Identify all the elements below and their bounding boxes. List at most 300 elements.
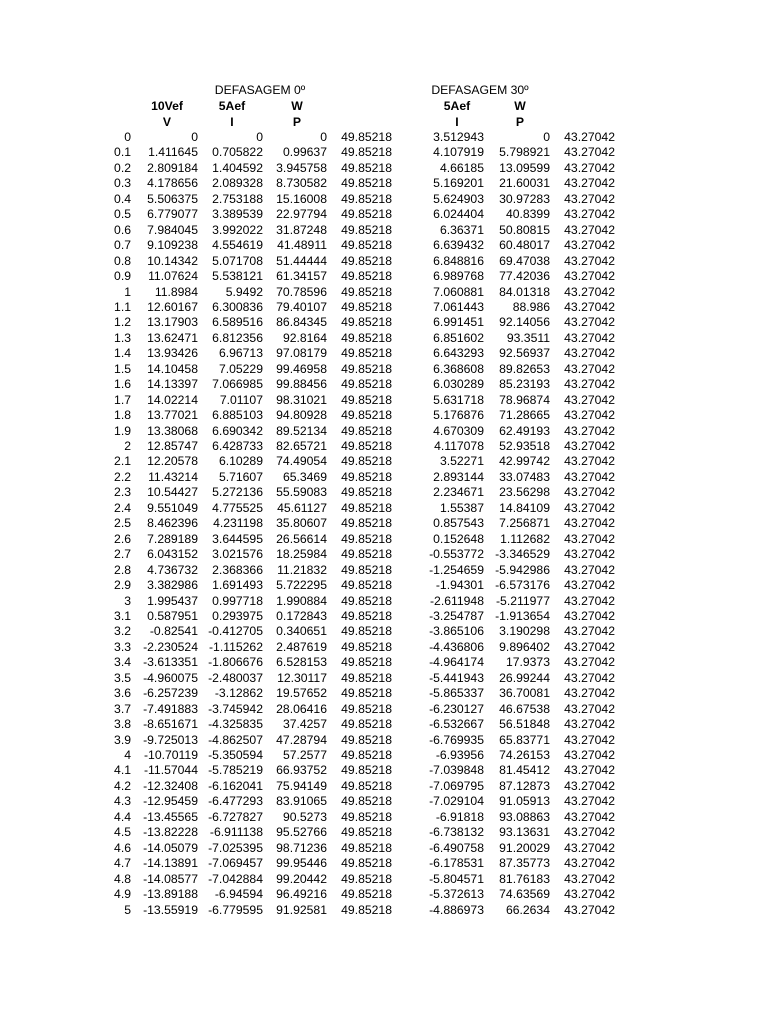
v-cell: 13.93426 <box>147 346 198 361</box>
i2-cell: 7.061443 <box>433 299 484 314</box>
const-right-cell: 43.27042 <box>564 593 615 608</box>
v-cell: 14.10458 <box>147 361 198 376</box>
v-cell: 7.984045 <box>147 222 198 237</box>
i2-cell: -4.964174 <box>429 655 484 670</box>
time-cell: 0.6 <box>114 222 131 237</box>
p-cell: 8.730582 <box>276 176 327 191</box>
p2-cell: -1.913654 <box>495 608 550 623</box>
p-cell: 18.25984 <box>276 547 327 562</box>
i-cell: 5.272136 <box>212 485 263 500</box>
p2-cell: 91.05913 <box>499 794 550 809</box>
p-cell: 79.40107 <box>276 299 327 314</box>
p2-cell: -3.346529 <box>495 547 550 562</box>
p2-cell: 26.99244 <box>499 670 550 685</box>
header-p: P <box>292 115 302 129</box>
p2-cell: 50.80815 <box>499 222 550 237</box>
time-cell: 4.5 <box>114 825 131 840</box>
header-i2-unit: 5Aef <box>443 99 471 113</box>
time-cell: 1.6 <box>114 377 131 392</box>
p-cell: 1.990884 <box>276 593 327 608</box>
const-right-cell: 43.27042 <box>564 299 615 314</box>
p2-cell: 1.112682 <box>500 531 550 546</box>
i-cell: -4.325835 <box>208 717 263 732</box>
time-cell: 2.2 <box>114 469 131 484</box>
i2-cell: 5.169201 <box>433 176 484 191</box>
i-cell: 0 <box>256 130 263 144</box>
const-right-cell: 43.27042 <box>564 732 615 747</box>
const-left-cell: 49.85218 <box>341 315 392 330</box>
p-cell: 99.95446 <box>276 856 327 871</box>
v-cell: 11.43214 <box>148 469 198 484</box>
const-left-cell: 49.85218 <box>341 748 392 762</box>
i-cell: 1.691493 <box>212 578 263 593</box>
i2-cell: -5.372613 <box>429 887 484 902</box>
const-right-cell: 43.27042 <box>564 516 615 531</box>
i2-cell: 6.36371 <box>439 222 484 237</box>
i-cell: -3.12862 <box>214 686 263 701</box>
time-cell: 3.2 <box>114 624 131 639</box>
const-left-cell: 49.85218 <box>341 578 392 593</box>
time-cell: 2.4 <box>114 500 131 515</box>
p-cell: 6.528153 <box>276 655 327 670</box>
p-cell: 66.93752 <box>276 763 327 778</box>
p-cell: 28.06416 <box>276 701 327 716</box>
v-cell: -7.491883 <box>143 701 198 716</box>
header-p2-unit: W <box>514 99 526 113</box>
time-cell: 4.3 <box>114 794 131 809</box>
i2-cell: -6.91818 <box>435 809 484 824</box>
i2-cell: -6.532667 <box>429 717 484 732</box>
p2-cell: 89.82653 <box>499 361 550 376</box>
v-cell: 3.382986 <box>147 578 198 593</box>
i-cell: -7.069457 <box>208 856 263 871</box>
p-cell: 2.487619 <box>276 639 327 654</box>
p2-cell: 21.60031 <box>499 176 550 191</box>
const-left-cell: 49.85218 <box>341 469 392 484</box>
p-cell: 41.48911 <box>277 238 327 253</box>
p2-cell: 56.51848 <box>499 717 550 732</box>
i-cell: -6.94594 <box>214 887 263 902</box>
p-cell: 22.97794 <box>276 207 327 222</box>
v-cell: 12.85747 <box>147 439 198 453</box>
const-right-cell: 43.27042 <box>564 392 615 407</box>
const-left-cell: 49.85218 <box>341 423 392 438</box>
i2-cell: -5.865337 <box>429 686 484 701</box>
const-right-cell: 43.27042 <box>564 902 615 917</box>
time-cell: 3.9 <box>114 732 131 747</box>
i2-cell: 6.024404 <box>433 207 484 222</box>
p2-cell: 92.56937 <box>499 346 550 361</box>
i2-cell: -2.611948 <box>430 593 484 608</box>
p-cell: 37.4257 <box>282 717 327 732</box>
v-cell: 10.14342 <box>147 253 198 268</box>
const-left-cell: 49.85218 <box>341 825 392 840</box>
time-cell: 0.1 <box>114 145 131 160</box>
time-cell: 1.4 <box>114 346 131 361</box>
time-cell: 4.4 <box>114 809 131 824</box>
v-cell: -14.05079 <box>143 840 198 855</box>
p2-cell: 36.70081 <box>499 686 550 701</box>
p-cell: 92.8164 <box>282 330 327 345</box>
time-cell: 0.4 <box>114 191 131 206</box>
p2-cell: 65.83771 <box>499 732 550 747</box>
i2-cell: -3.865106 <box>429 624 484 639</box>
time-cell: 1.7 <box>114 392 131 407</box>
const-left-cell: 49.85218 <box>341 454 392 469</box>
v-cell: 10.54427 <box>147 485 198 500</box>
const-right-cell: 43.27042 <box>564 469 615 484</box>
i2-cell: -5.441943 <box>429 670 484 685</box>
v-cell: 14.02214 <box>147 392 198 407</box>
const-left-cell: 49.85218 <box>341 516 392 531</box>
i-cell: 1.404592 <box>212 160 263 175</box>
const-left-cell: 49.85218 <box>341 160 392 175</box>
i-cell: 7.05229 <box>218 361 263 376</box>
v-cell: 0.587951 <box>147 608 198 623</box>
i-cell: 5.538121 <box>212 269 263 284</box>
const-left-cell: 49.85218 <box>341 670 392 685</box>
const-right-cell: 43.27042 <box>564 145 615 160</box>
p2-cell: 33.07483 <box>499 469 550 484</box>
const-left-cell: 49.85218 <box>341 562 392 577</box>
i2-cell: 3.52271 <box>439 454 484 469</box>
p2-cell: 5.798921 <box>499 145 550 160</box>
i-cell: -6.727827 <box>208 809 263 824</box>
p2-cell: 71.28665 <box>499 408 550 423</box>
const-right-cell: 43.27042 <box>564 207 615 222</box>
v-cell: 0 <box>191 130 198 144</box>
const-left-cell: 49.85218 <box>341 439 392 453</box>
p2-cell: 17.9373 <box>505 655 550 670</box>
i2-cell: -6.769935 <box>429 732 484 747</box>
v-cell: -3.613351 <box>143 655 198 670</box>
i-cell: 5.71607 <box>218 469 263 484</box>
i2-cell: -6.178531 <box>429 856 484 871</box>
const-left-cell: 49.85218 <box>341 207 392 222</box>
p-cell: 26.56614 <box>276 531 327 546</box>
p-cell: 75.94149 <box>276 778 327 793</box>
i-cell: 3.644595 <box>212 531 263 546</box>
i-cell: -6.477293 <box>208 794 263 809</box>
p-cell: 47.28794 <box>276 732 327 747</box>
p-cell: 31.87248 <box>276 222 327 237</box>
i-cell: 0.293975 <box>212 608 263 623</box>
i-cell: 0.997718 <box>212 593 263 608</box>
const-left-cell: 49.85218 <box>341 531 392 546</box>
p-cell: 94.80928 <box>276 408 327 423</box>
p-cell: 0.99637 <box>282 145 327 160</box>
p2-cell: -6.573176 <box>495 578 550 593</box>
p-cell: 95.52766 <box>276 825 327 840</box>
p-cell: 0 <box>320 130 327 144</box>
p-cell: 86.84345 <box>276 315 327 330</box>
time-cell: 1.3 <box>114 330 131 345</box>
const-right-cell: 43.27042 <box>564 763 615 778</box>
i-cell: 4.231198 <box>213 516 263 531</box>
time-cell: 0.5 <box>114 207 131 222</box>
i2-cell: -5.804571 <box>429 871 484 886</box>
const-left-cell: 49.85218 <box>341 763 392 778</box>
i2-cell: 0.857543 <box>433 516 484 531</box>
time-cell: 4.1 <box>114 763 131 778</box>
p2-cell: 88.986 <box>512 299 550 314</box>
p2-cell: 87.35773 <box>499 856 550 871</box>
v-cell: 12.20578 <box>147 454 198 469</box>
i2-cell: 7.060881 <box>433 284 484 299</box>
const-left-cell: 49.85218 <box>341 778 392 793</box>
p-cell: 55.59083 <box>276 485 327 500</box>
i2-cell: -1.254659 <box>429 562 484 577</box>
time-cell: 2.7 <box>114 547 131 562</box>
p-cell: 70.78596 <box>276 284 327 299</box>
v-cell: 11.8984 <box>154 284 198 299</box>
const-right-cell: 43.27042 <box>564 346 615 361</box>
p2-cell: 78.96874 <box>499 392 550 407</box>
const-left-cell: 49.85218 <box>341 809 392 824</box>
const-right-cell: 43.27042 <box>564 856 615 871</box>
p-cell: 74.49054 <box>276 454 327 469</box>
const-left-cell: 49.85218 <box>341 856 392 871</box>
time-cell: 3.6 <box>114 686 131 701</box>
const-left-cell: 49.85218 <box>341 145 392 160</box>
p2-cell: 84.01318 <box>499 284 550 299</box>
const-left-cell: 49.85218 <box>341 346 392 361</box>
const-right-cell: 43.27042 <box>564 887 615 902</box>
header-v: V <box>162 115 172 129</box>
time-cell: 3.8 <box>114 717 131 732</box>
i-cell: 6.96713 <box>218 346 263 361</box>
const-left-cell: 49.85218 <box>341 887 392 902</box>
header-i-unit: 5Aef <box>218 99 246 113</box>
i2-cell: 6.639432 <box>433 238 484 253</box>
const-right-cell: 43.27042 <box>564 670 615 685</box>
time-cell: 1 <box>124 284 131 299</box>
i-cell: -3.745942 <box>208 701 263 716</box>
i-cell: -1.806676 <box>208 655 263 670</box>
i2-cell: -0.553772 <box>429 547 484 562</box>
const-right-cell: 43.27042 <box>564 253 615 268</box>
v-cell: 13.38068 <box>147 423 198 438</box>
const-left-cell: 49.85218 <box>341 130 392 144</box>
v-cell: -13.55919 <box>143 902 198 917</box>
p2-cell: 7.256871 <box>499 516 550 531</box>
i2-cell: -4.886973 <box>429 902 484 917</box>
i2-cell: -6.490758 <box>429 840 484 855</box>
time-cell: 2.3 <box>114 485 131 500</box>
p2-cell: 60.48017 <box>499 238 550 253</box>
time-cell: 4.2 <box>114 778 131 793</box>
v-cell: -10.70119 <box>144 748 198 762</box>
p2-cell: 74.26153 <box>499 748 550 762</box>
i-cell: -4.862507 <box>208 732 263 747</box>
time-cell: 2 <box>124 439 131 453</box>
time-cell: 0.8 <box>114 253 131 268</box>
section-title-defasagem-0: DEFASAGEM 0º <box>214 83 306 97</box>
const-left-cell: 49.85218 <box>341 361 392 376</box>
p-cell: 98.71236 <box>276 840 327 855</box>
const-right-cell: 43.27042 <box>564 825 615 840</box>
v-cell: 4.736732 <box>147 562 198 577</box>
const-right-cell: 43.27042 <box>564 500 615 515</box>
time-cell: 0.3 <box>114 176 131 191</box>
v-cell: -9.725013 <box>143 732 198 747</box>
time-cell: 3.5 <box>114 670 131 685</box>
i2-cell: 5.631718 <box>433 392 484 407</box>
const-left-cell: 49.85218 <box>341 732 392 747</box>
const-left-cell: 49.85218 <box>341 701 392 716</box>
v-cell: 13.77021 <box>147 408 198 423</box>
p-cell: 51.44444 <box>276 253 327 268</box>
p2-cell: 40.8399 <box>505 207 550 222</box>
const-right-cell: 43.27042 <box>564 130 615 144</box>
time-cell: 2.1 <box>114 454 131 469</box>
const-left-cell: 49.85218 <box>341 902 392 917</box>
const-right-cell: 43.27042 <box>564 871 615 886</box>
const-right-cell: 43.27042 <box>564 222 615 237</box>
const-right-cell: 43.27042 <box>564 778 615 793</box>
i-cell: -7.042884 <box>208 871 263 886</box>
i2-cell: -1.94301 <box>435 578 484 593</box>
i2-cell: 0.152648 <box>433 531 484 546</box>
v-cell: 14.13397 <box>147 377 198 392</box>
i-cell: 6.428733 <box>212 439 263 453</box>
time-cell: 4.7 <box>114 856 131 871</box>
i-cell: 7.066985 <box>212 377 263 392</box>
i-cell: 6.10289 <box>218 454 263 469</box>
i2-cell: 6.030289 <box>433 377 484 392</box>
p2-cell: 30.97283 <box>499 191 550 206</box>
i-cell: 6.589516 <box>212 315 263 330</box>
i-cell: 5.9492 <box>225 284 263 299</box>
i2-cell: 4.66185 <box>439 160 484 175</box>
i2-cell: 6.989768 <box>433 269 484 284</box>
i-cell: -5.785219 <box>208 763 263 778</box>
p-cell: 0.172843 <box>276 608 327 623</box>
header-i: I <box>230 115 234 129</box>
p-cell: 90.5273 <box>282 809 327 824</box>
const-right-cell: 43.27042 <box>564 269 615 284</box>
p-cell: 82.65721 <box>276 439 327 453</box>
const-right-cell: 43.27042 <box>564 639 615 654</box>
p2-cell: 93.3511 <box>506 330 550 345</box>
time-cell: 0.7 <box>114 238 131 253</box>
p2-cell: 62.49193 <box>499 423 550 438</box>
const-left-cell: 49.85218 <box>341 377 392 392</box>
time-cell: 4.8 <box>114 871 131 886</box>
p-cell: 11.21832 <box>277 562 327 577</box>
i-cell: 6.812356 <box>212 330 263 345</box>
time-cell: 3.3 <box>114 639 131 654</box>
p2-cell: 66.2634 <box>505 902 550 917</box>
v-cell: 6.779077 <box>147 207 198 222</box>
i-cell: 0.705822 <box>212 145 263 160</box>
const-left-cell: 49.85218 <box>341 253 392 268</box>
p2-cell: 14.84109 <box>499 500 550 515</box>
const-left-cell: 49.85218 <box>341 222 392 237</box>
v-cell: -8.651671 <box>143 717 198 732</box>
const-left-cell: 49.85218 <box>341 485 392 500</box>
p2-cell: -5.211977 <box>496 593 550 608</box>
i2-cell: -7.069795 <box>429 778 484 793</box>
time-cell: 5 <box>124 902 131 917</box>
v-cell: -13.45565 <box>143 809 198 824</box>
const-right-cell: 43.27042 <box>564 361 615 376</box>
i-cell: 3.992022 <box>212 222 263 237</box>
i2-cell: 4.107919 <box>433 145 484 160</box>
v-cell: 13.62471 <box>147 330 198 345</box>
const-left-cell: 49.85218 <box>341 176 392 191</box>
i2-cell: 6.848816 <box>433 253 484 268</box>
i2-cell: 2.893144 <box>433 469 484 484</box>
time-cell: 2.8 <box>114 562 131 577</box>
time-cell: 3.4 <box>114 655 131 670</box>
time-cell: 1.5 <box>114 361 131 376</box>
v-cell: 7.289189 <box>147 531 198 546</box>
time-cell: 1.2 <box>114 315 131 330</box>
i2-cell: 5.176876 <box>433 408 484 423</box>
section-title-defasagem-30: DEFASAGEM 30º <box>431 83 529 97</box>
time-cell: 1.9 <box>114 423 131 438</box>
i-cell: -6.779595 <box>208 902 263 917</box>
p2-cell: 91.20029 <box>499 840 550 855</box>
v-cell: -4.960075 <box>143 670 198 685</box>
p2-cell: 87.12873 <box>499 778 550 793</box>
const-left-cell: 49.85218 <box>341 299 392 314</box>
i2-cell: 4.117078 <box>434 439 484 453</box>
const-left-cell: 49.85218 <box>341 871 392 886</box>
const-left-cell: 49.85218 <box>341 655 392 670</box>
const-right-cell: 43.27042 <box>564 547 615 562</box>
const-right-cell: 43.27042 <box>564 238 615 253</box>
const-right-cell: 43.27042 <box>564 809 615 824</box>
i2-cell: 6.368608 <box>433 361 484 376</box>
i-cell: 6.300836 <box>212 299 263 314</box>
p2-cell: 23.56298 <box>499 485 550 500</box>
p2-cell: 0 <box>543 130 550 144</box>
const-left-cell: 49.85218 <box>341 269 392 284</box>
i-cell: -7.025395 <box>208 840 263 855</box>
p-cell: 61.34157 <box>276 269 327 284</box>
i-cell: 3.389539 <box>212 207 263 222</box>
i2-cell: 6.643293 <box>433 346 484 361</box>
v-cell: 8.462396 <box>147 516 198 531</box>
i2-cell: -3.254787 <box>429 608 484 623</box>
p2-cell: 92.14056 <box>499 315 550 330</box>
v-cell: -13.89188 <box>143 887 198 902</box>
time-cell: 1.1 <box>114 299 131 314</box>
const-right-cell: 43.27042 <box>564 284 615 299</box>
i2-cell: 6.851602 <box>433 330 484 345</box>
const-right-cell: 43.27042 <box>564 423 615 438</box>
p-cell: 5.722295 <box>276 578 327 593</box>
const-left-cell: 49.85218 <box>341 238 392 253</box>
const-right-cell: 43.27042 <box>564 377 615 392</box>
p-cell: 98.31021 <box>276 392 327 407</box>
time-cell: 2.9 <box>114 578 131 593</box>
p-cell: 99.88456 <box>276 377 327 392</box>
const-right-cell: 43.27042 <box>564 686 615 701</box>
const-right-cell: 43.27042 <box>564 794 615 809</box>
const-right-cell: 43.27042 <box>564 330 615 345</box>
v-cell: 6.043152 <box>147 547 198 562</box>
const-left-cell: 49.85218 <box>341 500 392 515</box>
i-cell: -5.350594 <box>208 748 263 762</box>
time-cell: 3 <box>124 593 131 608</box>
time-cell: 4.6 <box>114 840 131 855</box>
time-cell: 3.1 <box>114 608 131 623</box>
time-cell: 4 <box>124 748 131 762</box>
const-right-cell: 43.27042 <box>564 176 615 191</box>
